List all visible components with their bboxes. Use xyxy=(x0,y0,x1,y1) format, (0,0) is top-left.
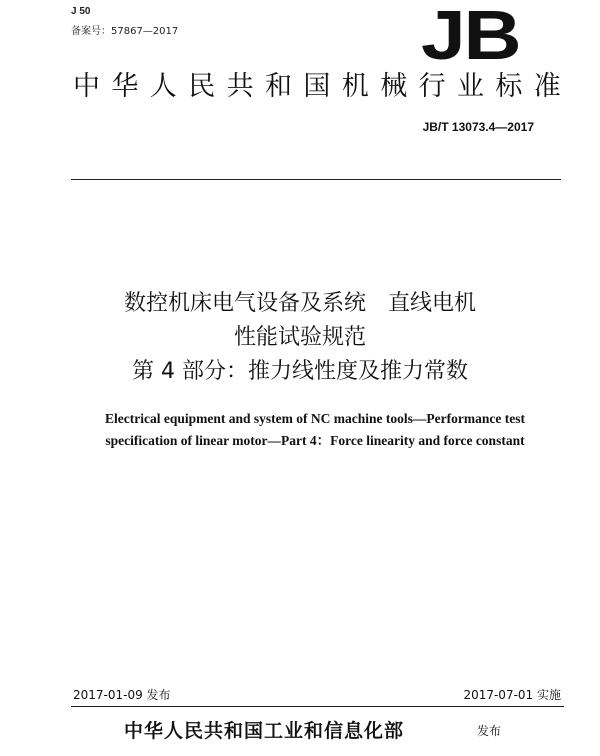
standard-number: JB/T 13073.4—2017 xyxy=(422,120,534,134)
header-divider xyxy=(71,179,561,180)
footer-divider xyxy=(71,706,564,707)
filing-number: 备案号：57867—2017 xyxy=(71,26,179,37)
chinese-title-line: 第 4 部分：推力线性度及推力常数 xyxy=(132,359,468,384)
issuer-suffix: 发布 xyxy=(477,724,502,738)
chinese-title-line: 数控机床电气设备及系统 直线电机 xyxy=(123,291,476,316)
english-title-line: Electrical equipment and system of NC machine tools—Performance test xyxy=(105,411,525,426)
implementation-date: 2017-07-01 实施 xyxy=(463,688,561,702)
classification-code: J 50 xyxy=(71,6,91,17)
standard-category: 中华人民共和国机械行业标准 xyxy=(73,71,573,102)
english-title-line: specification of linear motor—Part 4：Force linearity and force constant xyxy=(105,433,525,448)
chinese-title xyxy=(60,287,540,389)
issue-date: 2017-01-09 发布 xyxy=(73,688,171,702)
chinese-title-line: 性能试验规范 xyxy=(233,325,366,350)
issuing-authority: 中华人民共和国工业和信息化部 xyxy=(124,720,405,742)
english-title xyxy=(80,408,550,452)
jb-logo: JB xyxy=(421,0,520,74)
